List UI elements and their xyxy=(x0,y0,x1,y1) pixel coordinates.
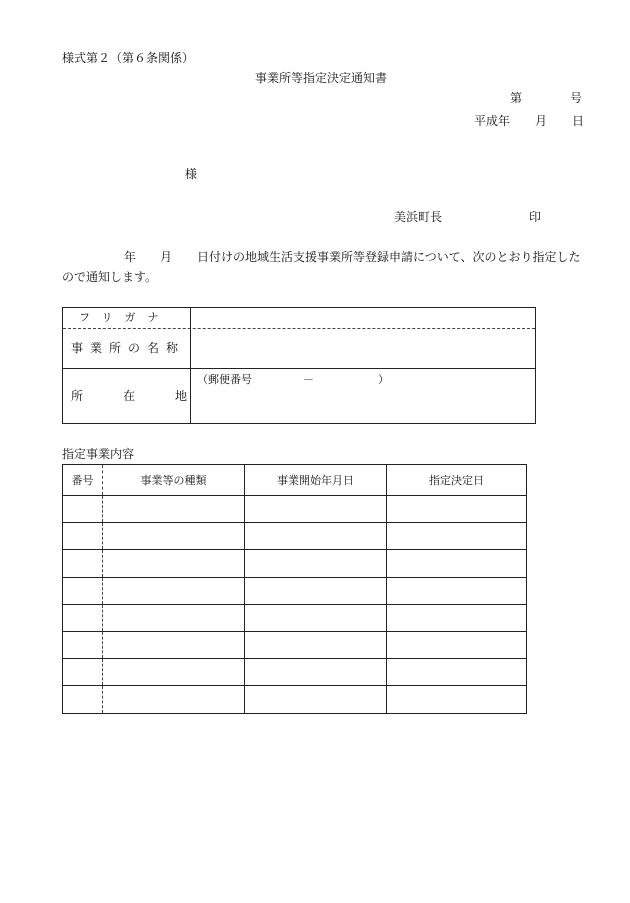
furigana-input[interactable] xyxy=(193,310,533,326)
cell-number[interactable] xyxy=(63,659,103,686)
header-designation-date: 指定決定日 xyxy=(387,465,527,496)
cell-start-date[interactable] xyxy=(245,496,387,523)
cell-business-type[interactable] xyxy=(103,577,245,604)
table-row xyxy=(63,604,527,631)
cell-number[interactable] xyxy=(63,686,103,713)
postal-close: ） xyxy=(378,373,389,386)
cell-business-type[interactable] xyxy=(103,686,245,713)
number-label-pre: 第 xyxy=(510,91,523,105)
body-year: 年 xyxy=(124,250,137,264)
number-label-post: 号 xyxy=(570,91,583,105)
cell-start-date[interactable] xyxy=(245,659,387,686)
cell-start-date[interactable] xyxy=(245,631,387,658)
cell-start-date[interactable] xyxy=(245,523,387,550)
seal-mark: 印 xyxy=(529,210,542,224)
cell-start-date[interactable] xyxy=(245,577,387,604)
addressee-suffix: 様 xyxy=(185,167,198,181)
table-header-row xyxy=(63,465,527,496)
cell-business-type[interactable] xyxy=(103,631,245,658)
cell-designation-date[interactable] xyxy=(387,496,527,523)
cell-number[interactable] xyxy=(63,577,103,604)
cell-business-type[interactable] xyxy=(103,604,245,631)
cell-business-type[interactable] xyxy=(103,659,245,686)
date-month: 月 xyxy=(535,114,548,128)
cell-start-date[interactable] xyxy=(245,604,387,631)
cell-number[interactable] xyxy=(63,550,103,577)
body-line1-rest: 日付けの地域生活支援事業所等登録申請について、次のとおり指定した xyxy=(197,250,581,264)
cell-number[interactable] xyxy=(63,523,103,550)
cell-business-type[interactable] xyxy=(103,496,245,523)
cell-designation-date[interactable] xyxy=(387,550,527,577)
address-input[interactable] xyxy=(193,388,533,418)
designation-table xyxy=(62,464,527,714)
cell-number[interactable] xyxy=(63,631,103,658)
section-title: 指定事業内容 xyxy=(62,447,135,461)
business-info-table xyxy=(62,307,536,424)
address-label: 所在地 xyxy=(71,389,228,403)
cell-designation-date[interactable] xyxy=(387,523,527,550)
body-month: 月 xyxy=(160,250,173,264)
table-row xyxy=(63,550,527,577)
table-row xyxy=(63,659,527,686)
table-row xyxy=(63,686,527,713)
business-name-input[interactable] xyxy=(193,330,533,366)
sender-name: 美浜町長 xyxy=(394,210,443,224)
cell-designation-date[interactable] xyxy=(387,659,527,686)
postal-dash: － xyxy=(303,373,314,386)
table-row xyxy=(63,631,527,658)
furigana-label xyxy=(79,312,175,323)
form-reference: 様式第２（第６条関係） xyxy=(62,51,195,65)
table-row xyxy=(63,496,527,523)
postal-open: （郵便番号 xyxy=(197,373,252,386)
cell-start-date[interactable] xyxy=(245,686,387,713)
cell-designation-date[interactable] xyxy=(387,631,527,658)
cell-designation-date[interactable] xyxy=(387,686,527,713)
cell-designation-date[interactable] xyxy=(387,604,527,631)
cell-start-date[interactable] xyxy=(245,550,387,577)
header-start-date: 事業開始年月日 xyxy=(245,465,387,496)
header-business-type: 事業等の種類 xyxy=(103,465,245,496)
table-row xyxy=(63,577,527,604)
header-number: 番号 xyxy=(63,465,103,496)
table-row xyxy=(63,523,527,550)
cell-business-type[interactable] xyxy=(103,550,245,577)
cell-designation-date[interactable] xyxy=(387,577,527,604)
cell-number[interactable] xyxy=(63,604,103,631)
document-title: 事業所等指定決定通知書 xyxy=(255,71,388,85)
body-line2: ので通知します。 xyxy=(62,270,158,284)
business-name-label: 事業所の名称 xyxy=(71,341,186,355)
cell-business-type[interactable] xyxy=(103,523,245,550)
cell-number[interactable] xyxy=(63,496,103,523)
furigana-text: フリガナ xyxy=(79,311,171,324)
date-day: 日 xyxy=(572,114,585,128)
date-era: 平成年 xyxy=(474,114,511,128)
